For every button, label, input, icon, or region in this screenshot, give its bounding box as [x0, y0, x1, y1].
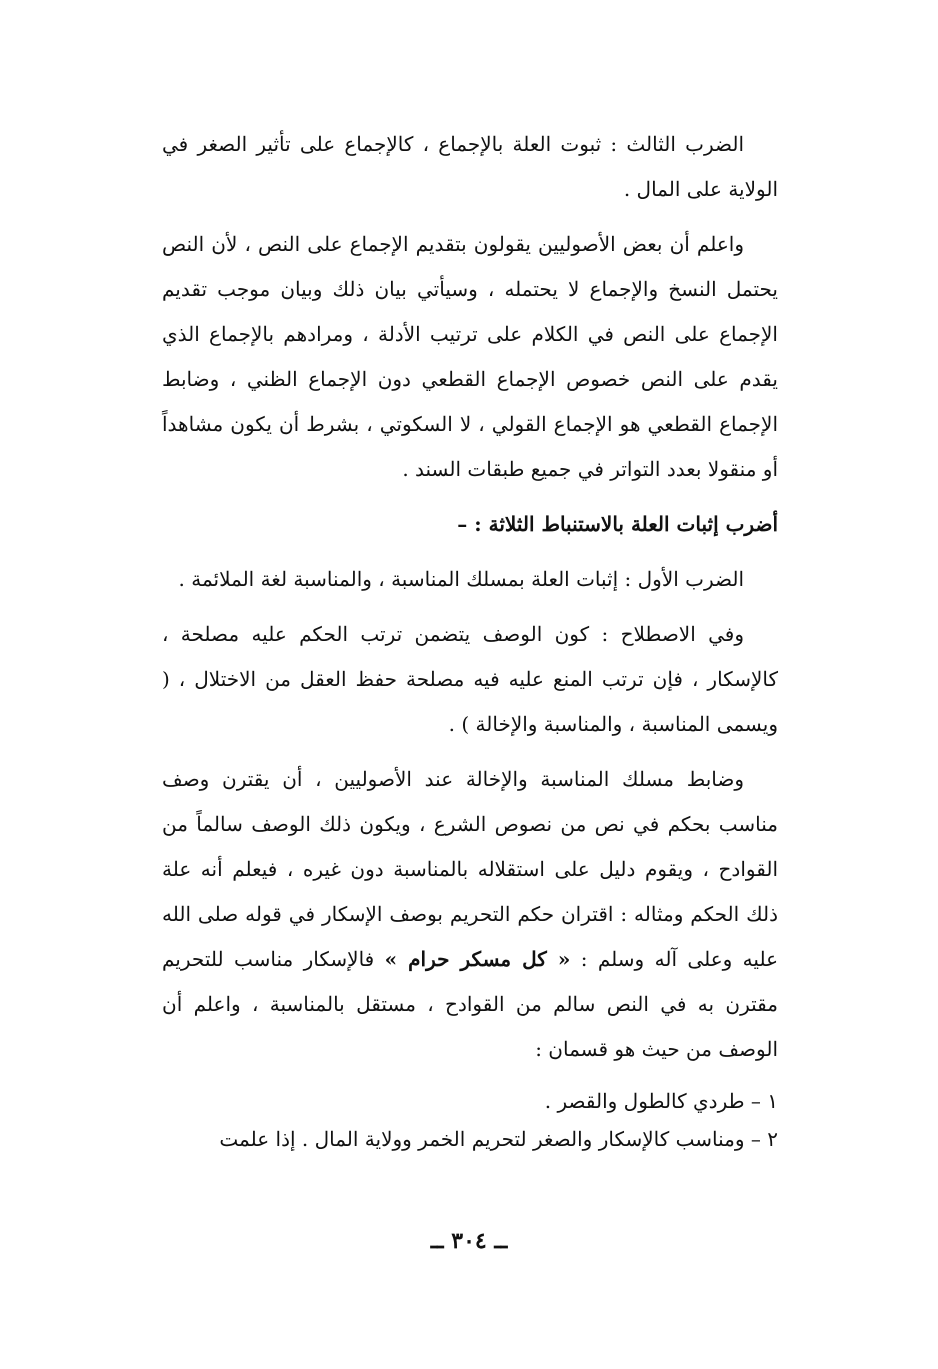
paragraph-first-type: الضرب الأول : إثبات العلة بمسلك المناسبة ، والمناسبة لغة الملائمة .	[178, 567, 744, 591]
list-item	[162, 1120, 778, 1158]
section-heading: أضرب إثبات العلة بالاستنباط الثلاثة : –	[457, 512, 778, 536]
list-item-number: ١ –	[750, 1089, 778, 1113]
list-item-text: طردي كالطول والقصر .	[544, 1089, 745, 1113]
page-number: ــ ٣٠٤ ــ	[430, 1228, 508, 1254]
hadith-quote: « كل مسكر حرام »	[384, 947, 571, 971]
paragraph-terminology: وفي الاصطلاح : كون الوصف يتضمن ترتب الحكم عليه مصلحة ، كالإسكار ، فإن ترتب المنع عليه فيه مصلحة حفظ العقل من الاختلال ، ( ويسمى المناسبة ، والمناسبة والإخالة ) .	[162, 622, 778, 736]
paragraph-munasaba-rule	[162, 757, 778, 1072]
list-item-text: ومناسب كالإسكار والصغر لتحريم الخمر وولاية المال . إذا علمت	[219, 1127, 745, 1151]
list-item	[162, 1082, 778, 1120]
page-body	[162, 122, 778, 1158]
paragraph-third-type: الضرب الثالث : ثبوت العلة بالإجماع ، كالإجماع على تأثير الصغر في الولاية على المال .	[162, 132, 778, 201]
paragraph-munasaba-rule-part-2: فالإسكار مناسب للتحريم مقترن به في النص سالم من القوادح ، مستقل بالمناسبة ، واعلم أن الوصف من حيث هو قسمان :	[162, 947, 778, 1061]
list-item-number: ٢ –	[750, 1127, 778, 1151]
paragraph-ijma-note: واعلم أن بعض الأصوليين يقولون بتقديم الإجماع على النص ، لأن النص يحتمل النسخ والإجماع لا يحتمله ، وسيأتي بيان ذلك وبيان موجب تقديم الإجماع على النص في الكلام على ترتيب الأدلة ، ومرادهم بالإجماع الذي يقدم على النص خصوص الإجماع القطعي دون الإجماع الظني ، وضابط الإجماع القطعي هو الإجماع القولي ، لا السكوتي ، بشرط أن يكون مشاهداً أو منقولا بعدد التواتر في جميع طبقات السند .	[162, 232, 778, 481]
paragraph-munasaba-rule-part-1: وضابط مسلك المناسبة والإخالة عند الأصوليين ، أن يقترن وصف مناسب بحكم في نص من نصوص الشرع ، ويكون ذلك الوصف سالماً من القوادح ، ويقوم دليل على استقلاله بالمناسبة دون غيره ، فيعلم أنه علة ذلك الحكم ومثاله : اقتران حكم التحريم بوصف الإسكار في قوله صلى الله عليه وعلى آله وسلم :	[162, 767, 778, 971]
